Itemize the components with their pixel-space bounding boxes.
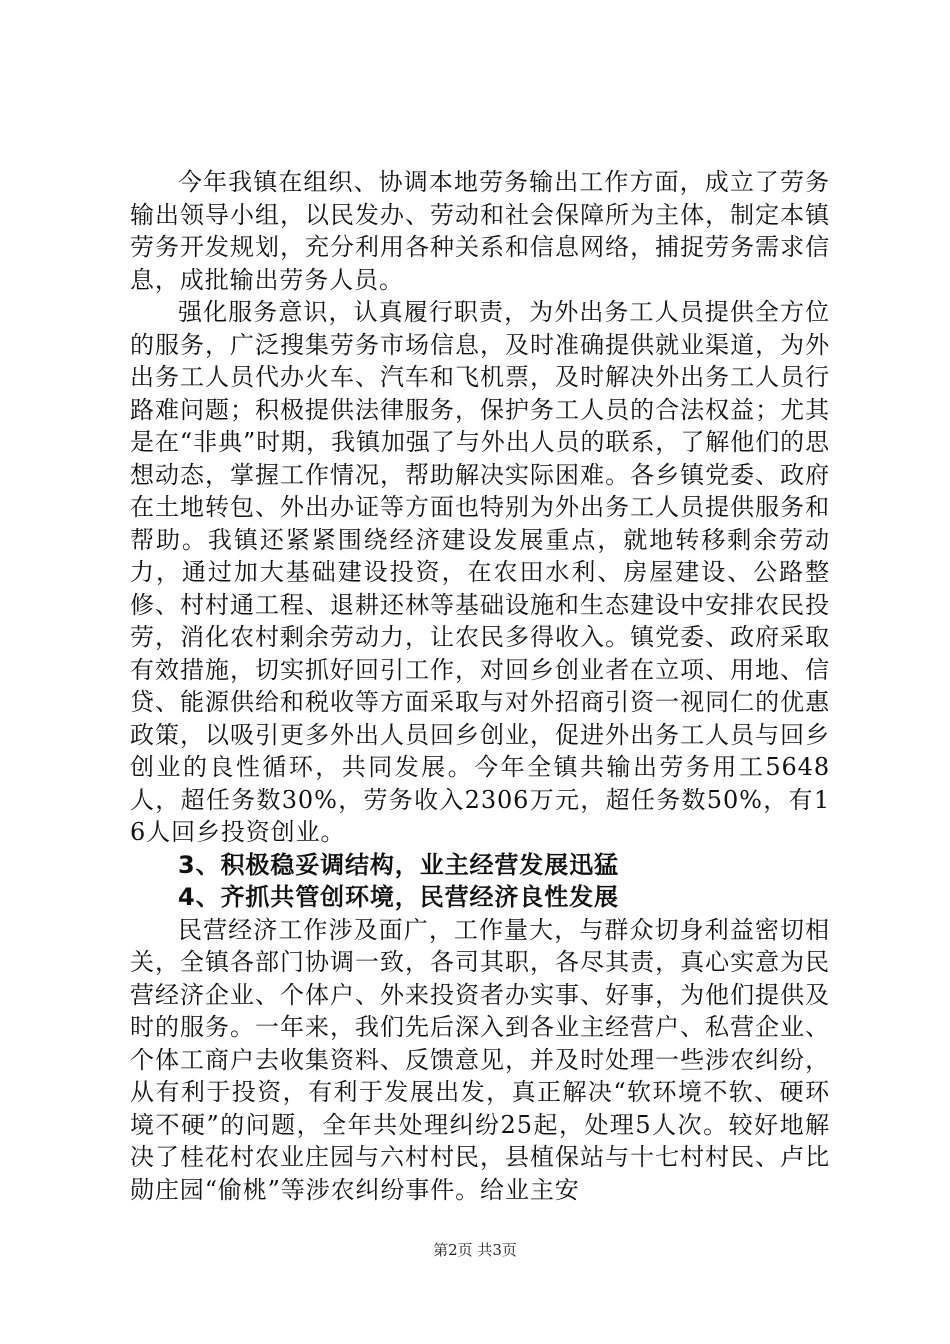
paragraph-labor-export-organization: 今年我镇在组织、协调本地劳务输出工作方面，成立了劳务输出领导小组，以民发办、劳动和社会保障所为主体，制定本镇劳务开发规划，充分利用各种关系和信息网络，捕捉劳务需求信息，成批输出劳务人员。 [130, 168, 830, 294]
section-heading-3: 3、积极稳妥调结构，业主经营发展迅猛 [178, 850, 619, 879]
paragraph-private-economy: 民营经济工作涉及面广，工作量大，与群众切身利益密切相关，全镇各部门协调一致，各司其职，各尽其责，真心实意为民营经济企业、个体户、外来投资者办实事、好事，为他们提供及时的服务。一年来，我们先后深入到各业主经营户、私营企业、个体工商户去收集资料、反馈意见，并及时处理一些涉农纠纷，从有利于投资，有利于发展出发，真正解决“软环境不软、硬环境不硬”的问题，全年共处理纠纷25起，处理5人次。较好地解决了桂花村农业庄园与六村村民，县植保站与十七村村民、卢比勋庄园“偷桃”等涉农纠纷事件。给业主安 [130, 915, 830, 1204]
page-number-footer: 第2页 共3页 [433, 1241, 517, 1259]
paragraph-service-awareness: 强化服务意识，认真履行职责，为外出务工人员提供全方位的服务，广泛搜集劳务市场信息，及时准确提供就业渠道，为外出务工人员代办火车、汽车和飞机票，及时解决外出务工人员行路难问题；积极提供法律服务，保护务工人员的合法权益；尤其是在“非典”时期，我镇加强了与外出人员的联系，了解他们的思想动态，掌握工作情况，帮助解决实际困难。各乡镇党委、政府在土地转包、外出办证等方面也特别为外出务工人员提供服务和帮助。我镇还紧紧围绕经济建设发展重点，就地转移剩余劳动力，通过加大基础建设投资，在农田水利、房屋建设、公路整修、村村通工程、退耕还林等基础设施和生态建设中安排农民投劳，消化农村剩余劳动力，让农民多得收入。镇党委、政府采取有效措施，切实抓好回引工作，对回乡创业者在立项、用地、信贷、能源供给和税收等方面采取与对外招商引资一视同仁的优惠政策，以吸引更多外出人员回乡创业，促进外出务工人员与回乡创业的良性循环，共同发展。今年全镇共输出劳务用工5648人，超任务数30%，劳务收入2306万元，超任务数50%，有16人回乡投资创业。 [130, 298, 830, 846]
document-body [130, 166, 830, 1206]
section-heading-4: 4、齐抓共管创环境，民营经济良性发展 [178, 883, 619, 911]
